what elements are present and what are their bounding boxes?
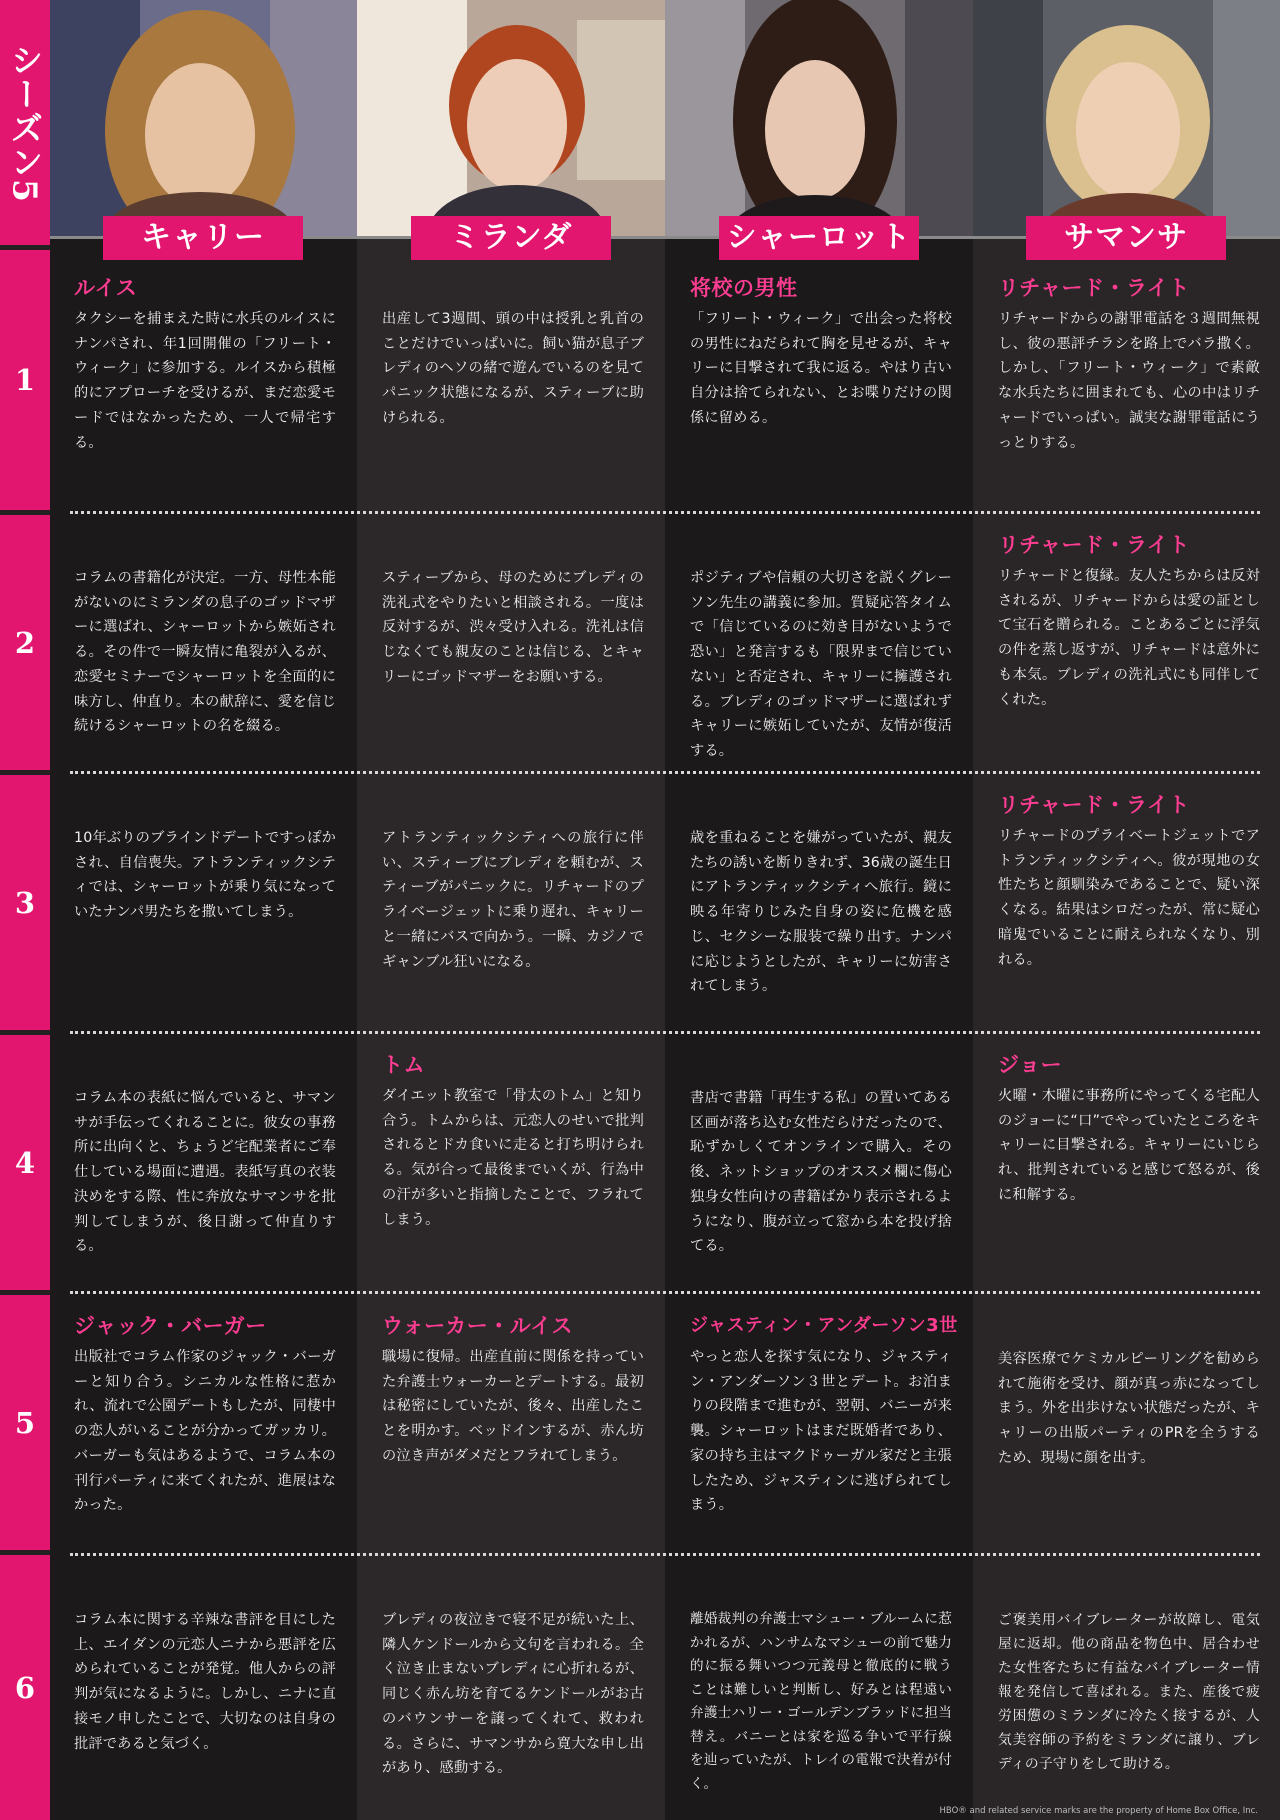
season-sidebar — [0, 0, 50, 1820]
cell-text: ダイエット教室で「骨太のトム」と知り合う。トムからは、元恋人のせいで批判されるとドカ食いに走ると打ち明けられる。気が合って最後までいくが、行為中の汗が多いと指摘したことで、フラれてしまう。 — [382, 1088, 644, 1228]
episode-4-miranda — [382, 1052, 644, 1232]
cell-text: 美容医療でケミカルピーリングを勧められて施術を受け、顔が真っ赤になってしまう。外を出歩けない状態だったが、キャリーの出版パーティのPRを全うするため、現場に顔を出す。 — [998, 1351, 1260, 1466]
season-label-tab — [0, 0, 50, 245]
episode-tab-6 — [0, 1555, 50, 1820]
episode-tab-4 — [0, 1035, 50, 1290]
episode-3-samantha — [998, 792, 1260, 972]
cell-title: ウォーカー・ルイス — [382, 1314, 573, 1338]
cell-title: リチャード・ライト — [998, 533, 1190, 557]
cell-title: 将校の男性 — [690, 276, 798, 300]
cell-text: コラム本の表紙に悩んでいると、サマンサが手伝ってくれることに。彼女の事務所に出向くと、ちょうど宅配業者にご奉仕している場面に遭遇。表紙写真の衣装決めをする際、性に奔放なサマンサを批判してしまうが、後日謝って仲直りする。 — [74, 1090, 336, 1255]
episode-tab-3 — [0, 775, 50, 1030]
cell-text: スティーブから、母のためにブレディの洗礼式をやりたいと相談される。一度は反対するが、渋々受け入れる。洗礼は信じなくても親友のことは信じる、とキャリーにゴッドマザーをお願いする。 — [382, 570, 644, 685]
episode-6-samantha — [998, 1608, 1260, 1776]
episode-4-samantha — [998, 1052, 1260, 1208]
episode-number: 2 — [14, 625, 36, 660]
copyright-note: HBO® and related service marks are the property of Home Box Office, Inc. — [939, 1806, 1258, 1816]
cell-text: 出版社でコラム作家のジャック・バーガーと知り合う。シニカルな性格に惹かれ、流れで公園デートもしたが、同棲中の恋人がいることが分かってガッカリ。バーガーも気はあるようで、コラム本の刊行パーティに来てくれたが、進展はなかった。 — [74, 1349, 336, 1514]
episode-3-carrie — [74, 826, 336, 925]
cell-text: タクシーを捕まえた時に水兵のルイスにナンパされ、年1回開催の「フリート・ウィーク」に参加する。ルイスから積極的にアプローチを受けるが、まだ恋愛モードではなかったため、一人で帰宅する。 — [74, 311, 336, 451]
episode-6-carrie — [74, 1608, 336, 1756]
episode-tab-2 — [0, 515, 50, 770]
cell-text: 「フリート・ウィーク」で出会った将校の男性にねだられて胸を見せるが、キャリーに目撃されて我に返る。やはり古い自分は捨てられない、とお喋りだけの関係に留める。 — [690, 311, 952, 426]
name-tag-miranda: ミランダ — [411, 216, 611, 260]
cell-title: ルイス — [74, 276, 138, 300]
cell-title: ジャスティン・アンダーソン3世 — [690, 1315, 958, 1336]
cell-title: トム — [382, 1053, 425, 1077]
cell-text: ポジティブや信頼の大切さを説くグレーソン先生の講義に参加。質疑応答タイムで「信じているのに効き目がないようで恐い」と発言するも「限界まで信じていない」と否定され、キャリーに擁護される。ブレディのゴッドマザーに選ばれずキャリーに嫉妬していたが、友情が復活する。 — [690, 570, 952, 759]
cell-text: ブレディの夜泣きで寝不足が続いた上、隣人ケンドールから文句を言われる。全く泣き止まないブレディに心折れるが、同じく赤ん坊を育てるケンドールがお古のバウンサーを譲ってくれて、救われる。さらに、サマンサから寛大な申し出があり、感動する。 — [382, 1612, 644, 1777]
cell-title: ジョー — [998, 1053, 1063, 1077]
carrie-portrait — [50, 0, 357, 238]
row-divider — [70, 771, 1260, 774]
cell-text: 書店で書籍「再生する私」の置いてある区画が落ち込む女性だらけだったので、恥ずかしくてオンラインで購入。その後、ネットショップのオススメ欄に傷心独身女性向けの書籍ばかり表示されるようになり、腹が立って窓から本を投げ捨てる。 — [690, 1090, 952, 1255]
row-divider — [70, 1031, 1260, 1034]
cell-text: 離婚裁判の弁護士マシュー・ブルームに惹かれるが、ハンサムなマシューの前で魅力的に振る舞いつつ元義母と徹底的に戦うことは難しいと判断し、好みとは程遠い弁護士ハリー・ゴールデンブラッドに担当替え。バニーとは家を巡る争いで平行線を辿っていたが、トレイの電報で決着が付く。 — [690, 1611, 952, 1792]
cell-title: ジャック・バーガー — [74, 1314, 267, 1338]
name-tag-samantha: サマンサ — [1026, 216, 1226, 260]
episode-2-charlotte — [690, 566, 952, 764]
episode-number: 5 — [14, 1405, 36, 1440]
samantha-portrait — [973, 0, 1280, 238]
episode-5-samantha — [998, 1347, 1260, 1471]
cell-text: 10年ぶりのブラインドデートですっぽかされ、自信喪失。アトランティックシティでは、シャーロットが乗り気になっていたナンパ男たちを撒いてしまう。 — [74, 830, 336, 921]
cell-text: アトランティックシティへの旅行に伴い、スティーブにブレディを頼むが、スティーブがパニックに。リチャードのプライベージェットに乗り遅れ、キャリーと一緒にバスで向かう。一瞬、カジノでギャンブル狂いになる。 — [382, 830, 644, 970]
cell-text: 職場に復帰。出産直前に関係を持っていた弁護士ウォーカーとデートする。最初は秘密にしていたが、後々、出産したことを明かす。ベッドインするが、赤ん坊の泣き声がダメだとフラれてしまう。 — [382, 1349, 644, 1464]
episode-1-samantha — [998, 275, 1260, 455]
row-divider — [70, 511, 1260, 514]
episode-2-carrie — [74, 566, 336, 739]
episode-4-carrie — [74, 1086, 336, 1259]
episode-5-carrie — [74, 1313, 336, 1518]
cell-text: コラムの書籍化が決定。一方、母性本能がないのにミランダの息子のゴッドマザーに選ばれ、シャーロットから嫉妬される。その件で一瞬友情に亀裂が入るが、恋愛セミナーでシャーロットを全面的に味方し、仲直り。本の献辞に、愛を信じ続けるシャーロットの名を綴る。 — [74, 570, 336, 735]
cell-text: リチャードからの謝罪電話を３週間無視し、彼の悪評チラシを路上でバラ撒く。しかし、「フリート・ウィーク」で素敵な水兵たちに囲まれても、心の中はリチャードでいっぱい。誠実な謝罪電話にうっとりする。 — [998, 311, 1260, 451]
episode-1-miranda — [382, 307, 644, 431]
row-divider — [70, 1553, 1260, 1556]
cell-text: やっと恋人を探す気になり、ジャスティン・アンダーソン３世とデート。お泊まりの段階まで進むが、翌朝、バニーが来襲。シャーロットはまだ既婚者であり、家の持ち主はマクドゥーガル家だと主張したため、ジャスティンに逃げられてしまう。 — [690, 1349, 952, 1514]
episode-3-charlotte — [690, 826, 952, 999]
episode-tab-1 — [0, 250, 50, 510]
episode-5-miranda — [382, 1313, 644, 1469]
episode-number: 3 — [14, 885, 36, 920]
season-label: シーズン5 — [5, 42, 45, 203]
episode-6-miranda — [382, 1608, 644, 1781]
episode-number: 1 — [14, 363, 36, 397]
cell-text: 出産して3週間、頭の中は授乳と乳首のことだけでいっぱいに。飼い猫が息子ブレディのヘソの緒で遊んでいるのを見てパニック状態になるが、スティーブに助けられる。 — [382, 311, 644, 426]
row-divider — [70, 1291, 1260, 1294]
episode-tab-5 — [0, 1295, 50, 1550]
episode-1-charlotte — [690, 275, 952, 431]
miranda-portrait — [357, 0, 665, 238]
episode-6-charlotte — [690, 1608, 952, 1796]
charlotte-portrait — [665, 0, 973, 238]
cell-text: 火曜・木曜に事務所にやってくる宅配人のジョーに“口”でやっていたところをキャリーに目撃される。キャリーにいじられ、批判されていると感じて怒るが、後に和解する。 — [998, 1088, 1260, 1203]
cell-text: 歳を重ねることを嫌がっていたが、親友たちの誘いを断りきれず、36歳の誕生日にアトランティックシティへ旅行。鏡に映る年寄りじみた自身の姿に危機を感じ、セクシーな服装で繰り出す。ナンパに応じようとしたが、キャリーに妨害されてしまう。 — [690, 830, 952, 995]
episode-1-carrie — [74, 275, 336, 455]
episode-5-charlotte — [690, 1313, 958, 1518]
content-grid — [50, 0, 1280, 1820]
name-tag-carrie: キャリー — [103, 216, 303, 260]
episode-number: 6 — [14, 1670, 36, 1705]
cell-title: リチャード・ライト — [998, 793, 1190, 817]
episode-4-charlotte — [690, 1086, 952, 1259]
episode-2-samantha — [998, 532, 1260, 712]
cell-text: リチャードと復縁。友人たちからは反対されるが、リチャードからは愛の証として宝石を贈られる。ことあるごとに浮気の件を蒸し返すが、リチャードは意外にも本気。ブレディの洗礼式にも同伴してくれた。 — [998, 568, 1260, 708]
episode-2-miranda — [382, 566, 644, 690]
episode-number: 4 — [14, 1145, 36, 1180]
cell-text: リチャードのプライベートジェットでアトランティックシティへ。彼が現地の女性たちと顔馴染みであることで、疑い深くなる。結果はシロだったが、常に疑心暗鬼でいることに耐えられなくなり、別れる。 — [998, 828, 1260, 968]
cell-text: ご褒美用バイブレーターが故障し、電気屋に返却。他の商品を物色中、居合わせた女性客たちに有益なバイブレーター情報を発信して喜ばれる。また、産後で疲労困憊のミランダに冷たく接するが、人気美容師の予約をミランダに譲り、ブレディの子守りをして助ける。 — [998, 1612, 1260, 1772]
cell-title: リチャード・ライト — [998, 276, 1190, 300]
episode-3-miranda — [382, 826, 644, 974]
cell-text: コラム本に関する辛辣な書評を目にした上、エイダンの元恋人ニナから悪評を広められていることが発覚。他人からの評判が気になるように。しかし、ニナに直接モノ申したことで、大切なのは自身の批評であると気づく。 — [74, 1612, 336, 1752]
name-tag-charlotte: シャーロット — [719, 216, 919, 260]
